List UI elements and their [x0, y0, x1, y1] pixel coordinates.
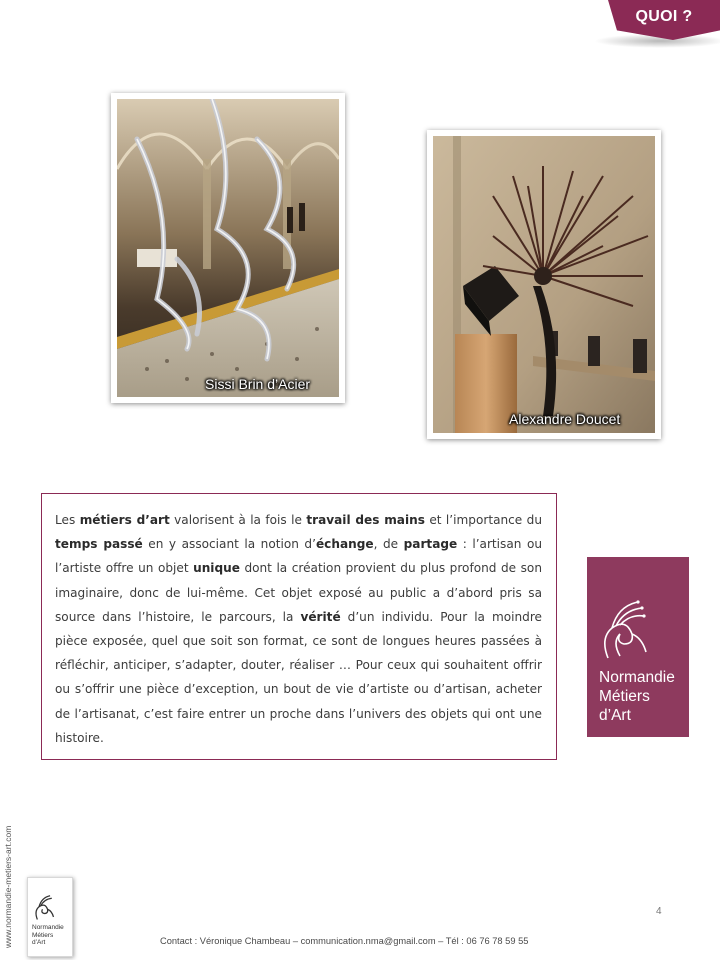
logo-line-1: Normandie: [599, 669, 675, 686]
body-text-segment: et l’importance du: [424, 513, 542, 527]
body-text-emphasis: métiers d’art: [79, 513, 170, 527]
logo-swirl-icon: [598, 598, 654, 664]
description-textbox: [41, 493, 557, 760]
tab-label: QUOI ?: [635, 8, 693, 25]
body-text-segment: en y associant la notion d’: [142, 537, 316, 552]
logo-text: [599, 668, 675, 725]
footer-logo-line-1: Normandie: [32, 924, 64, 931]
photo-caption: Sissi Brin d’Acier: [205, 376, 311, 392]
page-number: 4: [656, 906, 662, 917]
body-text-segment: d’un individu. Pour la moindre pièce exposée, quel que soit son format, ce sont de longues heures passées à réfléchir, anticiper, s’adapter, douter, réaliser … Pour ceux qui souhaitent offrir ou s’offrir une pièce d’exception, un bout de vie d’artiste ou d’artisan, acheter de l’artisanat, c’est faire entrer un proche dans l’univers des objets qui ont une histoire.: [55, 609, 542, 745]
section-tab: [608, 0, 720, 46]
photo-alexandre-doucet: [427, 130, 661, 439]
body-text-emphasis: partage: [403, 537, 458, 552]
body-text-emphasis: travail des mains: [306, 513, 425, 527]
body-text-emphasis: échange: [315, 537, 374, 552]
footer-logo-text: [32, 924, 64, 947]
contact-line: Contact : Véronique Chambeau – communication.nma@gmail.com – Tél : 06 76 78 59 55: [160, 936, 529, 946]
photo-sissi-brin-dacier: [111, 93, 345, 403]
body-text-segment: valorisent à la fois le: [169, 513, 307, 527]
footer-logo-line-2: Métiers: [32, 931, 54, 939]
body-text-emphasis: vérité: [300, 609, 341, 624]
body-text-emphasis: temps passé: [55, 537, 143, 552]
footer-logo-swirl-icon: [33, 894, 57, 922]
photo-spiky-sculpture-image: [433, 136, 655, 433]
body-text-segment: Les: [55, 513, 80, 527]
photo-caption: Alexandre Doucet: [509, 411, 621, 427]
logo-line-2: Métiers: [599, 688, 650, 705]
photo-wire-sculpture-image: [117, 99, 339, 397]
body-text-segment: : l’artisan ou l’artiste offre un objet: [55, 537, 543, 576]
footer-logo-line-3: d’Art: [32, 939, 46, 946]
website-url: www.normandie-metiers-art.com: [3, 825, 13, 948]
body-text-segment: dont la création provient du plus profond de son imaginaire, donc de lui-même. Cet objet exposé au public a d’abord pris sa source dans l’histoire, le parcours, la: [55, 561, 542, 624]
body-text-emphasis: unique: [193, 561, 240, 576]
body-text-segment: , de: [373, 537, 404, 552]
logo-line-3: d’Art: [599, 707, 631, 724]
